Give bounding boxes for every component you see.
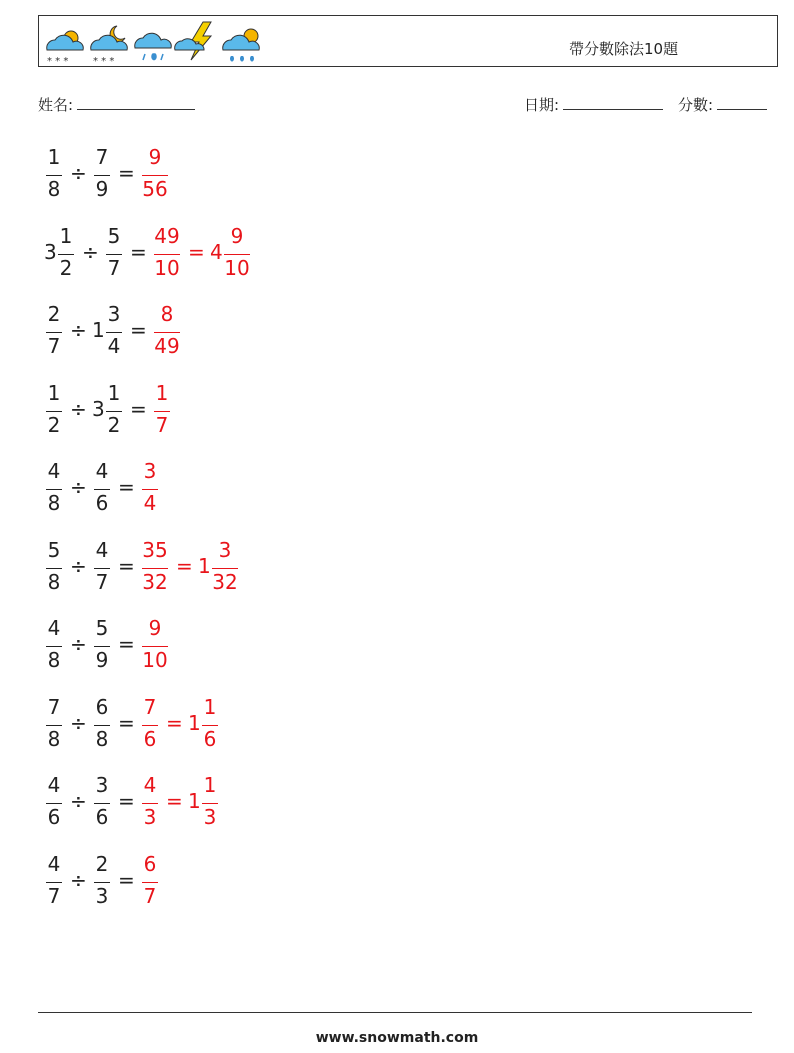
fraction-bar (46, 882, 62, 883)
fraction-bar (94, 175, 110, 176)
numerator: 7 (95, 145, 109, 169)
whole-number: 3 (44, 239, 57, 264)
footer-divider (38, 1012, 752, 1013)
numerator: 35 (142, 537, 168, 562)
whole-number: 1 (198, 553, 211, 578)
divide-sign: ÷ (70, 318, 87, 342)
divide-sign: ÷ (82, 239, 99, 264)
fraction-bar (142, 882, 158, 883)
date-input-line[interactable] (563, 96, 663, 110)
numerator: 4 (143, 773, 157, 797)
numerator: 5 (95, 616, 109, 640)
fraction-bar (94, 882, 110, 883)
lightning-icon (175, 22, 211, 60)
denominator: 6 (203, 726, 217, 751)
name-input-line[interactable] (77, 96, 195, 110)
numerator: 3 (218, 537, 232, 562)
name-label: 姓名: (38, 96, 74, 114)
snow-cloud-sun-icon (47, 31, 83, 66)
numerator: 5 (47, 537, 61, 562)
equals-sign: = (166, 789, 183, 813)
numerator: 2 (47, 302, 61, 326)
denominator: 8 (47, 569, 61, 594)
fraction-bar (142, 568, 168, 569)
denominator: 10 (154, 255, 180, 280)
fraction-bar (46, 489, 62, 490)
numerator: 3 (107, 302, 121, 326)
divide-sign: ÷ (70, 632, 87, 656)
score-field (678, 94, 767, 115)
divide-sign: ÷ (70, 553, 87, 578)
fraction-bar (154, 254, 180, 255)
denominator: 32 (212, 569, 238, 594)
fraction-bar (224, 254, 250, 255)
score-input-line[interactable] (717, 96, 767, 110)
fraction-bar (106, 332, 122, 333)
equals-sign: = (130, 318, 147, 342)
fraction-bar (94, 803, 110, 804)
divide-sign: ÷ (70, 475, 87, 499)
numerator: 6 (143, 851, 157, 876)
denominator: 7 (155, 412, 169, 437)
denominator: 4 (107, 334, 121, 358)
denominator: 8 (47, 491, 61, 515)
denominator: 9 (95, 648, 109, 672)
header-box (38, 15, 778, 67)
denominator: 7 (95, 569, 109, 594)
fraction-bar (46, 568, 62, 569)
denominator: 2 (59, 255, 73, 280)
equals-sign: = (118, 710, 135, 735)
fraction-bar (142, 725, 158, 726)
denominator: 6 (143, 726, 157, 751)
denominator: 9 (95, 177, 109, 201)
whole-number: 1 (92, 318, 105, 342)
numerator: 4 (95, 537, 109, 562)
divide-sign: ÷ (70, 789, 87, 813)
numerator: 9 (148, 616, 162, 640)
snow-cloud-moon-icon (91, 26, 127, 66)
numerator: 4 (47, 459, 61, 483)
fraction-bar (142, 646, 168, 647)
denominator: 2 (107, 412, 121, 437)
fraction-bar (154, 332, 180, 333)
date-label: 日期: (524, 96, 560, 114)
worksheet-title: 帶分數除法10題 (569, 40, 679, 58)
numerator: 4 (47, 616, 61, 640)
equals-sign: = (166, 710, 183, 735)
denominator: 8 (47, 648, 61, 672)
fraction-bar (142, 175, 168, 176)
svg-text:* * *: * * * (93, 56, 115, 66)
denominator: 6 (95, 805, 109, 829)
numerator: 6 (95, 694, 109, 719)
numerator: 9 (230, 223, 244, 248)
numerator: 7 (143, 694, 157, 719)
fraction-bar (94, 725, 110, 726)
numerator: 1 (59, 223, 73, 248)
fraction-bar (106, 411, 122, 412)
numerator: 8 (160, 302, 174, 326)
denominator: 49 (154, 334, 180, 358)
denominator: 6 (95, 491, 109, 515)
denominator: 8 (47, 177, 61, 201)
numerator: 1 (107, 380, 121, 405)
fraction-bar (202, 725, 218, 726)
equals-sign: = (118, 632, 135, 656)
whole-number: 1 (188, 710, 201, 735)
svg-text:* * *: * * * (47, 56, 69, 66)
fraction-bar (142, 489, 158, 490)
denominator: 7 (47, 334, 61, 358)
fraction-bar (94, 646, 110, 647)
numerator: 4 (47, 773, 61, 797)
denominator: 4 (143, 491, 157, 515)
fraction-bar (106, 254, 122, 255)
denominator: 7 (143, 883, 157, 908)
fraction-bar (154, 411, 170, 412)
fraction-bar (94, 489, 110, 490)
denominator: 8 (95, 726, 109, 751)
whole-number: 4 (210, 239, 223, 264)
divide-sign: ÷ (70, 396, 87, 421)
numerator: 3 (95, 773, 109, 797)
denominator: 3 (143, 805, 157, 829)
equals-sign: = (118, 475, 135, 499)
denominator: 3 (203, 805, 217, 829)
fraction-bar (46, 646, 62, 647)
numerator: 2 (95, 851, 109, 876)
numerator: 4 (95, 459, 109, 483)
numerator: 1 (203, 773, 217, 797)
equals-sign: = (118, 789, 135, 813)
denominator: 3 (95, 883, 109, 908)
numerator: 1 (47, 145, 61, 169)
numerator: 3 (143, 459, 157, 483)
weather-icons-strip (41, 18, 271, 66)
equals-sign: = (176, 553, 193, 578)
divide-sign: ÷ (70, 161, 87, 185)
fraction-bar (46, 803, 62, 804)
rain-storm-cloud-icon (135, 33, 171, 60)
numerator: 5 (107, 223, 121, 248)
numerator: 9 (148, 145, 162, 169)
equals-sign: = (130, 239, 147, 264)
fraction-bar (58, 254, 74, 255)
divide-sign: ÷ (70, 710, 87, 735)
divide-sign: ÷ (70, 867, 87, 892)
fraction-bar (46, 332, 62, 333)
whole-number: 1 (188, 789, 201, 813)
fraction-bar (94, 568, 110, 569)
denominator: 7 (47, 883, 61, 908)
date-field (524, 94, 663, 115)
equals-sign: = (188, 239, 205, 264)
fraction-bar (46, 411, 62, 412)
denominator: 2 (47, 412, 61, 437)
fraction-bar (46, 725, 62, 726)
equals-sign: = (118, 161, 135, 185)
equals-sign: = (118, 553, 135, 578)
equals-sign: = (130, 396, 147, 421)
denominator: 56 (142, 177, 168, 201)
denominator: 7 (107, 255, 121, 280)
fraction-bar (46, 175, 62, 176)
equals-sign: = (118, 867, 135, 892)
numerator: 49 (154, 223, 180, 248)
numerator: 1 (203, 694, 217, 719)
whole-number: 3 (92, 396, 105, 421)
denominator: 10 (142, 648, 168, 672)
denominator: 8 (47, 726, 61, 751)
denominator: 10 (224, 255, 250, 280)
fraction-bar (212, 568, 238, 569)
score-label: 分數: (678, 96, 714, 114)
numerator: 7 (47, 694, 61, 719)
fraction-bar (202, 803, 218, 804)
denominator: 6 (47, 805, 61, 829)
numerator: 4 (47, 851, 61, 876)
footer-site: www.snowmath.com (315, 1030, 479, 1046)
fraction-bar (142, 803, 158, 804)
rain-cloud-sun-icon (223, 29, 259, 62)
name-field (38, 94, 195, 115)
numerator: 1 (47, 380, 61, 405)
numerator: 1 (155, 380, 169, 405)
denominator: 32 (142, 569, 168, 594)
